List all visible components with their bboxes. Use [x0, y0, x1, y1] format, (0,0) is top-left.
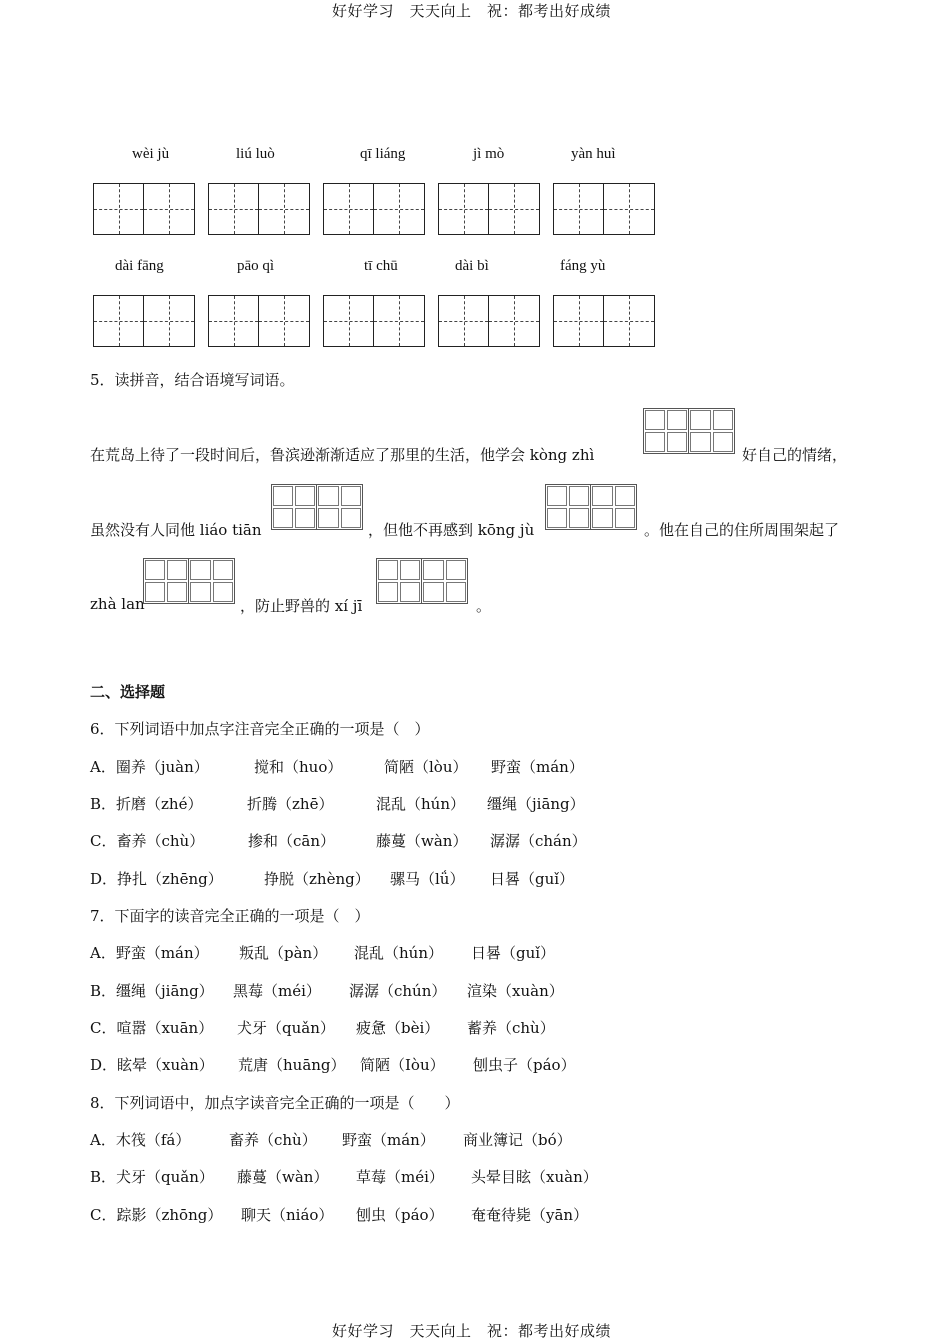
q5-text: 在荒岛上待了一段时间后，鲁滨逊渐渐适应了那里的生活，他学会 kòng zhì [90, 446, 595, 464]
option-c[interactable]: C．畜养（chù） [90, 832, 205, 850]
option-word: 简陋（lòu） [384, 758, 468, 776]
option-b[interactable]: B．犬牙（quǎn） [90, 1168, 214, 1186]
option-word: 搅和（huo） [254, 758, 343, 776]
option-word: 藤蔓（wàn） [237, 1168, 329, 1186]
pinyin-label: tī chū [364, 258, 398, 274]
option-b[interactable]: B．折磨（zhé） [90, 795, 203, 813]
option-word: 藤蔓（wàn） [376, 832, 468, 850]
option-c[interactable]: C．踪影（zhōng） [90, 1206, 223, 1224]
option-word: 刨虫（páo） [356, 1206, 444, 1224]
option-word: 野蛮（mán） [342, 1131, 435, 1149]
question-6-stem: 6．下列词语中加点字注音完全正确的一项是（ ） [90, 720, 430, 738]
pinyin-label: jì mò [473, 146, 505, 162]
section-title: 二、选择题 [90, 683, 166, 701]
writing-grid[interactable] [323, 295, 425, 347]
option-word: 野蛮（mán） [491, 758, 584, 776]
answer-box[interactable] [643, 408, 735, 454]
pinyin-label: liú luò [236, 146, 275, 162]
writing-grid[interactable] [553, 183, 655, 235]
option-word: 日晷（guǐ） [490, 870, 575, 888]
pinyin-label: dài bì [455, 258, 489, 274]
option-word: 混乱（hún） [354, 944, 443, 962]
writing-grid[interactable] [208, 295, 310, 347]
option-word: 畜养（chù） [229, 1131, 317, 1149]
q5-text: 。他在自己的住所周围架起了 [644, 521, 840, 539]
q5-text: 。 [476, 597, 492, 615]
option-word: 叛乱（pàn） [239, 944, 328, 962]
option-word: 荒唐（huāng） [238, 1056, 346, 1074]
option-word: 折腾（zhē） [247, 795, 334, 813]
option-word: 刨虫子（páo） [473, 1056, 576, 1074]
option-word: 渲染（xuàn） [467, 982, 564, 1000]
writing-grid[interactable] [93, 183, 195, 235]
pinyin-label: wèi jù [132, 146, 170, 162]
option-word: 简陋（Iòu） [360, 1056, 445, 1074]
option-word: 疲惫（bèi） [356, 1019, 440, 1037]
option-word: 潺潺（chún） [349, 982, 447, 1000]
writing-grid[interactable] [438, 183, 540, 235]
pinyin-label: fáng yù [560, 258, 606, 274]
option-word: 挣脱（zhèng） [264, 870, 370, 888]
option-word: 商业簿记（bó） [463, 1131, 572, 1149]
option-word: 蓄养（chù） [467, 1019, 555, 1037]
writing-grid[interactable] [553, 295, 655, 347]
option-word: 潺潺（chán） [490, 832, 587, 850]
answer-box[interactable] [271, 484, 363, 530]
pinyin-label: yàn huì [571, 146, 616, 162]
page-footer: 好好学习 天天向上 祝：都考出好成绩 [332, 1322, 612, 1340]
option-a[interactable]: A．野蛮（mán） [90, 944, 209, 962]
option-word: 掺和（cān） [248, 832, 336, 850]
option-d[interactable]: D．挣扎（zhēng） [90, 870, 223, 888]
option-word: 混乱（hún） [376, 795, 465, 813]
option-word: 日晷（guǐ） [471, 944, 556, 962]
page-header: 好好学习 天天向上 祝：都考出好成绩 [332, 2, 612, 20]
q5-text: 虽然没有人同他 liáo tiān [90, 521, 262, 539]
writing-grid[interactable] [438, 295, 540, 347]
answer-box[interactable] [376, 558, 468, 604]
question-7-stem: 7．下面字的读音完全正确的一项是（ ） [90, 907, 370, 925]
writing-grid[interactable] [323, 183, 425, 235]
option-word: 草莓（méi） [356, 1168, 444, 1186]
q5-text: zhà lan [90, 595, 145, 613]
option-a[interactable]: A．木筏（fá） [90, 1131, 191, 1149]
pinyin-label: pāo qì [237, 258, 275, 274]
option-word: 黑莓（méi） [233, 982, 321, 1000]
writing-grid[interactable] [93, 295, 195, 347]
answer-box[interactable] [545, 484, 637, 530]
option-b[interactable]: B．缰绳（jiāng） [90, 982, 214, 1000]
option-word: 犬牙（quǎn） [237, 1019, 335, 1037]
option-d[interactable]: D．眩晕（xuàn） [90, 1056, 214, 1074]
option-word: 缰绳（jiāng） [487, 795, 585, 813]
option-a[interactable]: A．圈养（juàn） [90, 758, 209, 776]
q5-text: 好自己的情绪， [742, 446, 848, 464]
option-word: 奄奄待毙（yān） [471, 1206, 589, 1224]
answer-box[interactable] [143, 558, 235, 604]
writing-grid[interactable] [208, 183, 310, 235]
option-word: 骡马（lǘ） [390, 870, 465, 888]
question-8-stem: 8．下列词语中，加点字读音完全正确的一项是（ ） [90, 1094, 460, 1112]
q5-text: ，防止野兽的 xí jī [240, 597, 363, 615]
pinyin-label: dài fāng [115, 258, 164, 274]
q5-text: ，但他不再感到 kōng jù [368, 521, 535, 539]
option-c[interactable]: C．喧嚣（xuān） [90, 1019, 214, 1037]
option-word: 聊天（niáo） [241, 1206, 334, 1224]
pinyin-label: qī liáng [360, 146, 406, 162]
option-word: 头晕目眩（xuàn） [471, 1168, 598, 1186]
question-5-title: 5．读拼音，结合语境写词语。 [90, 371, 295, 389]
